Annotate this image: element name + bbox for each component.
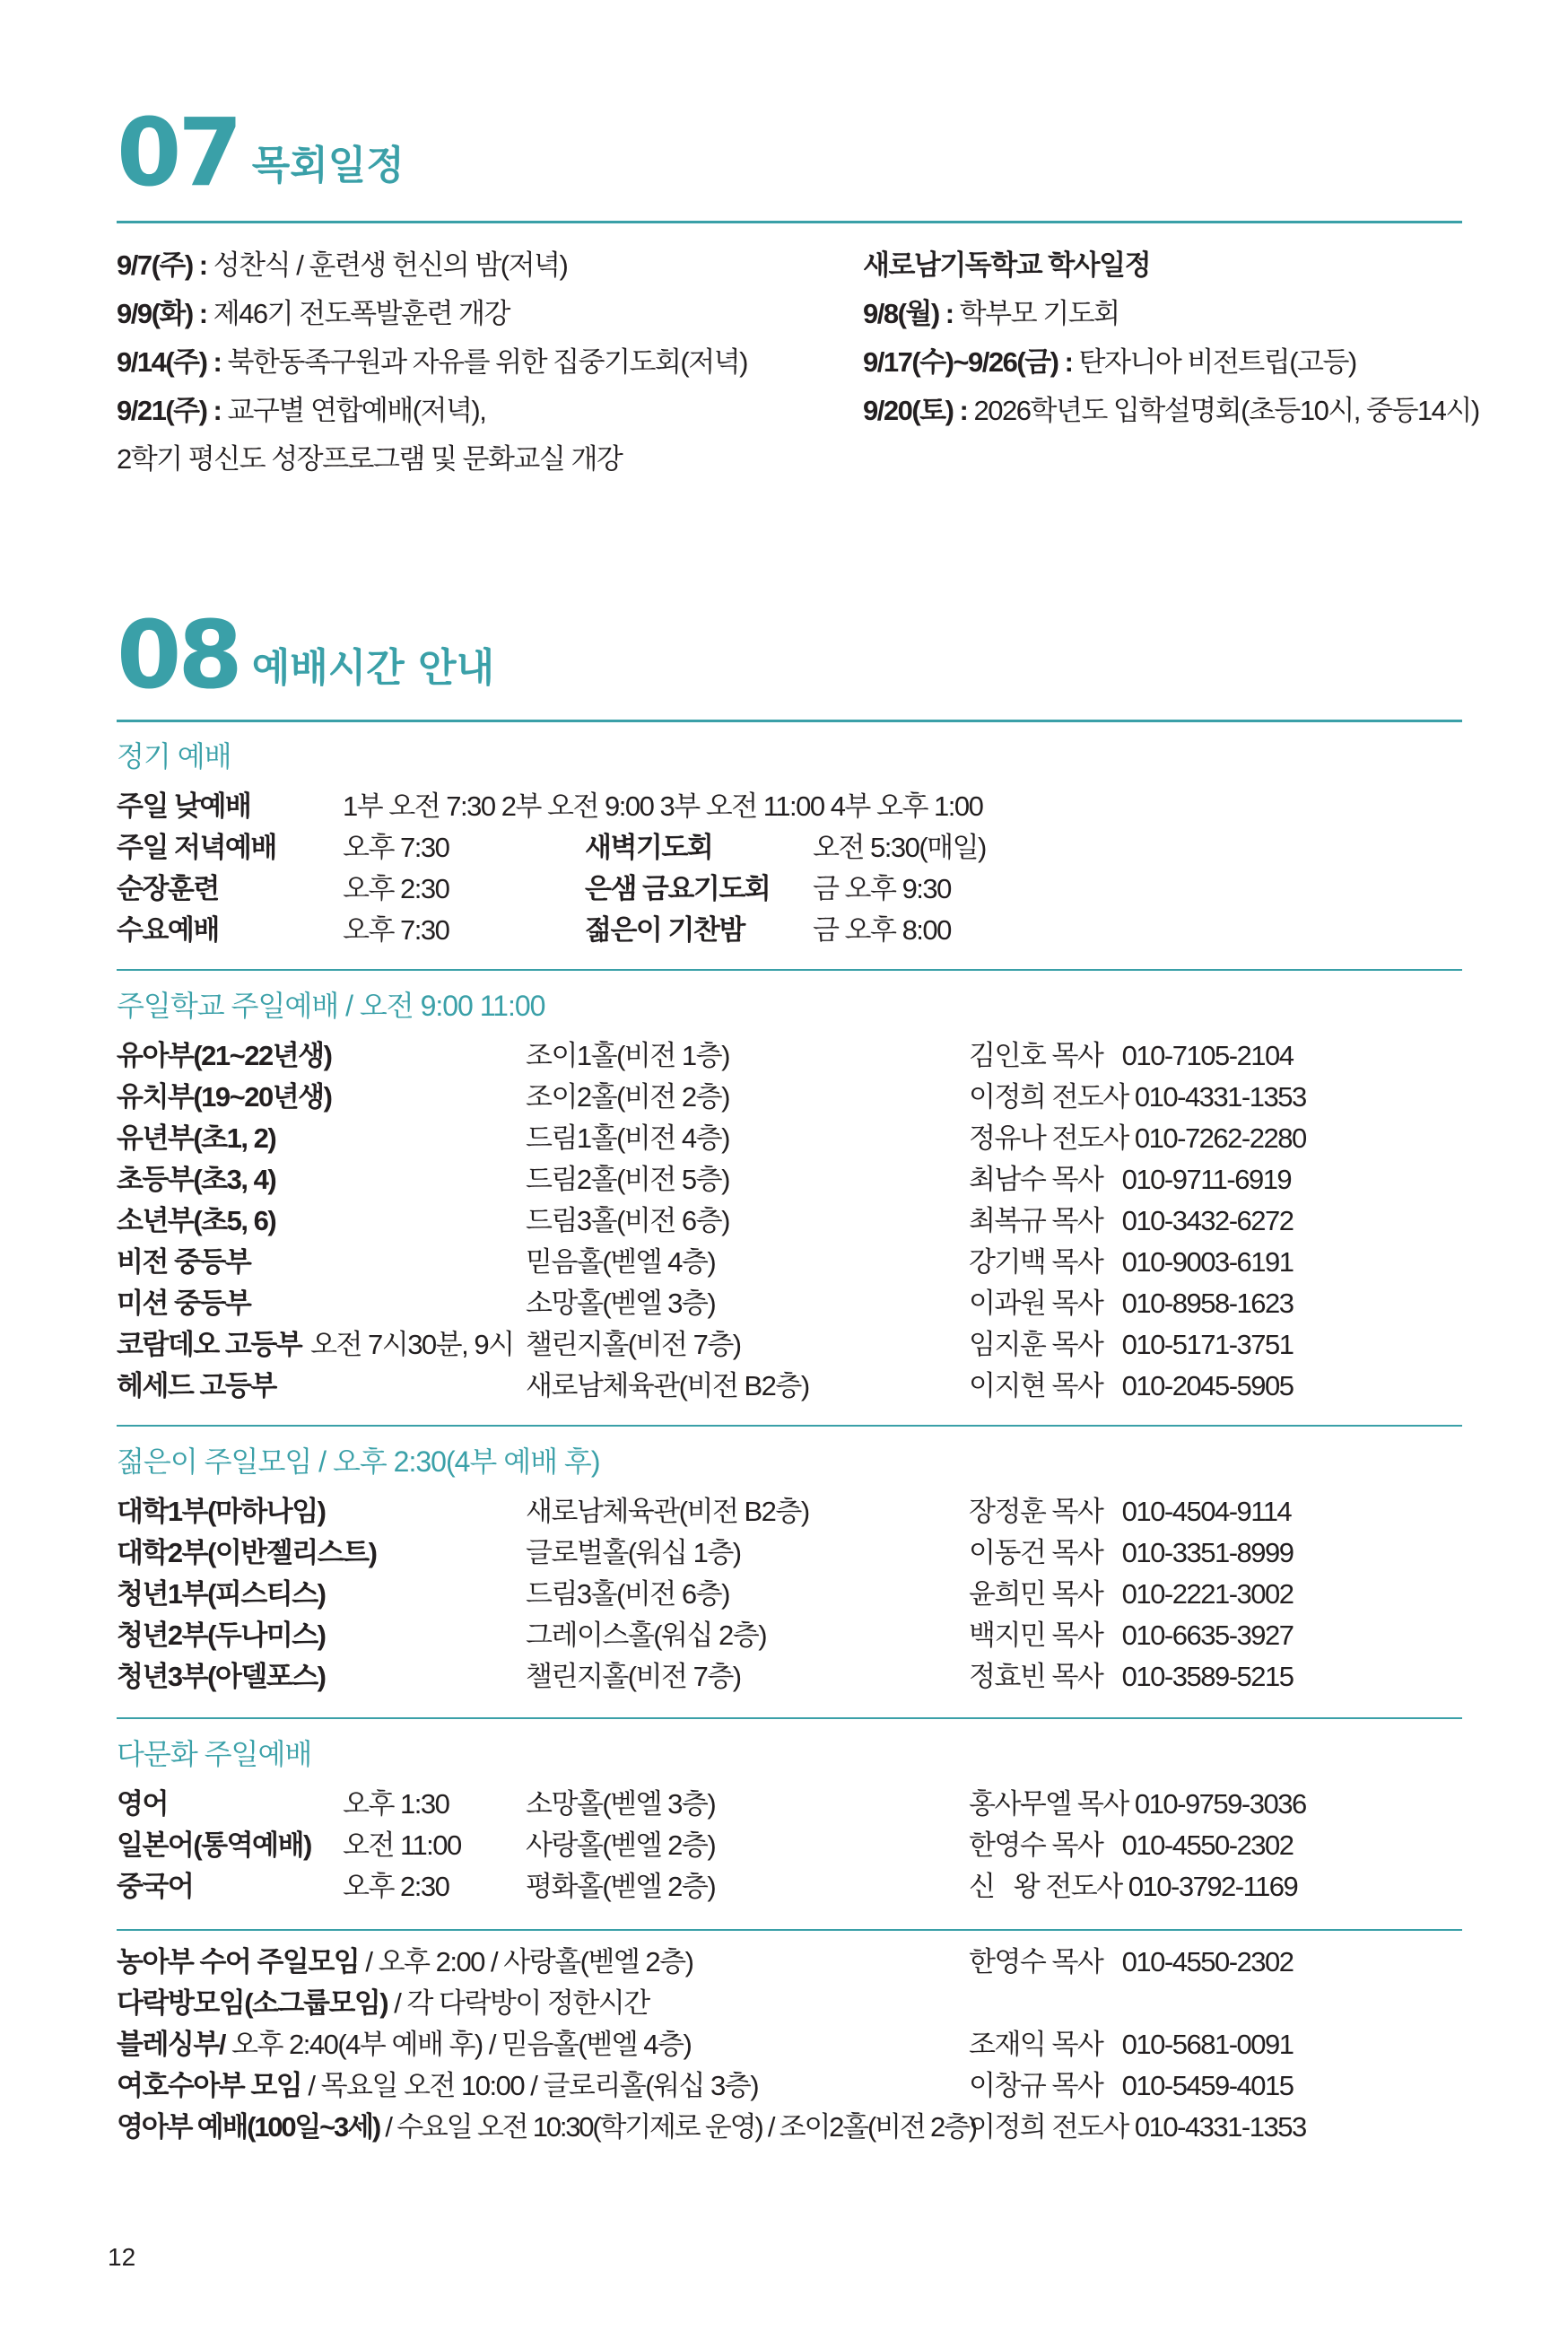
department-name: 초등부(초3, 4) xyxy=(117,1164,276,1195)
schedule-item: 9/9(화) : 제46기 전도폭발훈련 개강 xyxy=(117,298,510,329)
worship-time: 오후 7:30 xyxy=(343,914,449,946)
language-contact: 신 왕 전도사 010-3792-1169 xyxy=(969,1871,1298,1902)
divider xyxy=(117,1717,1462,1719)
meeting-item: 여호수아부 모임 / 목요일 오전 10:00 / 글로리홀(워십 3층) xyxy=(117,2070,759,2101)
school-schedule-item: 9/17(수)~9/26(금) : 탄자니아 비전트립(고등) xyxy=(863,346,1356,378)
section-title: 목회일정 xyxy=(251,143,405,188)
department-place: 그레이스홀(워십 2층) xyxy=(526,1619,767,1651)
youth-header: 젊은이 주일모임 / 오후 2:30(4부 예배 후) xyxy=(117,1445,600,1478)
worship-name: 주일 저녁예배 xyxy=(117,832,276,863)
department-place: 챌린지홀(비전 7층) xyxy=(526,1329,741,1360)
worship-name: 은샘 금요기도회 xyxy=(585,873,771,904)
department-contact: 강기백 목사 010-9003-6191 xyxy=(969,1246,1294,1278)
language-name: 영어 xyxy=(117,1788,168,1820)
divider xyxy=(117,1425,1462,1427)
department-place: 드림3홀(비전 6층) xyxy=(526,1578,729,1610)
department-contact: 정효빈 목사 010-3589-5215 xyxy=(969,1661,1294,1692)
schedule-item: 2학기 평신도 성장프로그램 및 문화교실 개강 xyxy=(117,443,623,475)
multicultural-header: 다문화 주일예배 xyxy=(117,1738,312,1770)
department-name: 유년부(초1, 2) xyxy=(117,1122,276,1154)
department-place: 챌린지홀(비전 7층) xyxy=(526,1661,741,1692)
meeting-item: 농아부 수어 주일모임 / 오후 2:00 / 사랑홀(벧엘 2층) xyxy=(117,1946,693,1977)
schedule-item: 9/14(주) : 북한동족구원과 자유를 위한 집중기도회(저녁) xyxy=(117,346,747,378)
school-schedule-item: 9/8(월) : 학부모 기도회 xyxy=(863,298,1119,329)
department-name: 소년부(초5, 6) xyxy=(117,1205,276,1236)
worship-time: 1부 오전 7:30 2부 오전 9:00 3부 오전 11:00 4부 오후 1:00 xyxy=(343,790,983,822)
meeting-item: 블레싱부/ 오후 2:40(4부 예배 후) / 믿음홀(벧엘 4층) xyxy=(117,2029,692,2060)
department-place: 드림3홀(비전 6층) xyxy=(526,1205,729,1236)
meeting-item: 영아부 예배(100일~3세) / 수요일 오전 10:30(학기제로 운영) / 조이2홀(비전 2층) xyxy=(117,2111,976,2143)
section-title: 예배시간 안내 xyxy=(251,645,495,691)
worship-time: 금 오후 9:30 xyxy=(813,873,951,904)
page-number: 12 xyxy=(108,2243,136,2271)
department-place: 드림1홀(비전 4층) xyxy=(526,1122,729,1154)
department-time: 오전 7시30분, 9시 xyxy=(310,1329,514,1360)
department-name: 청년3부(아델포스) xyxy=(117,1661,326,1692)
department-place: 새로남체육관(비전 B2층) xyxy=(526,1496,809,1527)
department-name: 헤세드 고등부 xyxy=(117,1370,276,1401)
meeting-contact: 한영수 목사 010-4550-2302 xyxy=(969,1946,1294,1977)
department-contact: 김인호 목사 010-7105-2104 xyxy=(969,1040,1294,1071)
department-name: 비전 중등부 xyxy=(117,1246,251,1278)
divider xyxy=(117,1929,1462,1931)
department-place: 믿음홀(벧엘 4층) xyxy=(526,1246,716,1278)
language-contact: 한영수 목사 010-4550-2302 xyxy=(969,1829,1294,1861)
meeting-contact: 이창규 목사 010-5459-4015 xyxy=(969,2070,1294,2101)
department-place: 조이1홀(비전 1층) xyxy=(526,1040,729,1071)
language-place: 사랑홀(벧엘 2층) xyxy=(526,1829,716,1861)
section-07-rule xyxy=(117,221,1462,223)
language-time: 오후 1:30 xyxy=(343,1788,449,1820)
department-contact: 이정희 전도사 010-4331-1353 xyxy=(969,1081,1306,1113)
language-time: 오후 2:30 xyxy=(343,1871,449,1902)
department-contact: 장정훈 목사 010-4504-9114 xyxy=(969,1496,1292,1527)
language-name: 일본어(통역예배) xyxy=(117,1829,311,1861)
section-number: 07 xyxy=(117,98,240,207)
department-contact: 최복규 목사 010-3432-6272 xyxy=(969,1205,1294,1236)
worship-name: 젊은이 기찬밤 xyxy=(585,914,745,946)
schedule-item: 9/21(주) : 교구별 연합예배(저녁), xyxy=(117,395,486,426)
worship-time: 오후 7:30 xyxy=(343,832,449,863)
department-name: 유아부(21~22년생) xyxy=(117,1040,332,1071)
department-place: 새로남체육관(비전 B2층) xyxy=(526,1370,809,1401)
meeting-contact: 이정희 전도사 010-4331-1353 xyxy=(969,2111,1306,2143)
department-name: 대학1부(마하나임) xyxy=(117,1496,326,1527)
section-number: 08 xyxy=(117,600,240,710)
worship-time: 오전 5:30(매일) xyxy=(813,832,986,863)
department-name: 청년2부(두나미스) xyxy=(117,1619,326,1651)
department-name: 유치부(19~20년생) xyxy=(117,1081,332,1113)
section-08-heading xyxy=(117,600,495,710)
department-name: 미션 중등부 xyxy=(117,1288,251,1319)
department-place: 조이2홀(비전 2층) xyxy=(526,1081,729,1113)
regular-worship-header: 정기 예배 xyxy=(117,740,231,773)
worship-name: 순장훈련 xyxy=(117,873,219,904)
sundayschool-header: 주일학교 주일예배 / 오전 9:00 11:00 xyxy=(117,990,545,1022)
department-contact: 최남수 목사 010-9711-6919 xyxy=(969,1164,1292,1195)
meeting-contact: 조재익 목사 010-5681-0091 xyxy=(969,2029,1294,2060)
department-contact: 임지훈 목사 010-5171-3751 xyxy=(969,1329,1294,1360)
language-time: 오전 11:00 xyxy=(343,1829,461,1861)
department-contact: 이동건 목사 010-3351-8999 xyxy=(969,1537,1294,1568)
language-name: 중국어 xyxy=(117,1871,194,1902)
worship-name: 새벽기도회 xyxy=(585,832,713,863)
department-contact: 윤희민 목사 010-2221-3002 xyxy=(969,1578,1294,1610)
department-contact: 이지현 목사 010-2045-5905 xyxy=(969,1370,1294,1401)
worship-name: 수요예배 xyxy=(117,914,219,946)
department-contact: 이과원 목사 010-8958-1623 xyxy=(969,1288,1294,1319)
section-07-heading xyxy=(117,98,405,207)
language-contact: 홍사무엘 목사 010-9759-3036 xyxy=(969,1788,1306,1820)
worship-time: 금 오후 8:00 xyxy=(813,914,951,946)
department-place: 글로벌홀(워십 1층) xyxy=(526,1537,741,1568)
section-08-rule xyxy=(117,720,1462,722)
language-place: 평화홀(벧엘 2층) xyxy=(526,1871,716,1902)
department-name: 대학2부(이반젤리스트) xyxy=(117,1537,377,1568)
school-schedule-item: 9/20(토) : 2026학년도 입학설명회(초등10시, 중등14시) xyxy=(863,395,1479,426)
department-place: 소망홀(벧엘 3층) xyxy=(526,1288,716,1319)
worship-time: 오후 2:30 xyxy=(343,873,449,904)
worship-name: 주일 낮예배 xyxy=(117,790,251,822)
divider xyxy=(117,969,1462,971)
meeting-item: 다락방모임(소그룹모임) / 각 다락방이 정한시간 xyxy=(117,1987,649,2019)
department-name: 코람데오 고등부 xyxy=(117,1329,302,1360)
department-name: 청년1부(피스티스) xyxy=(117,1578,326,1610)
language-place: 소망홀(벧엘 3층) xyxy=(526,1788,716,1820)
department-contact: 정유나 전도사 010-7262-2280 xyxy=(969,1122,1306,1154)
department-place: 드림2홀(비전 5층) xyxy=(526,1164,729,1195)
department-contact: 백지민 목사 010-6635-3927 xyxy=(969,1619,1294,1651)
school-schedule-title: 새로남기독학교 학사일정 xyxy=(863,249,1151,281)
schedule-item: 9/7(주) : 성찬식 / 훈련생 헌신의 밤(저녁) xyxy=(117,249,568,281)
